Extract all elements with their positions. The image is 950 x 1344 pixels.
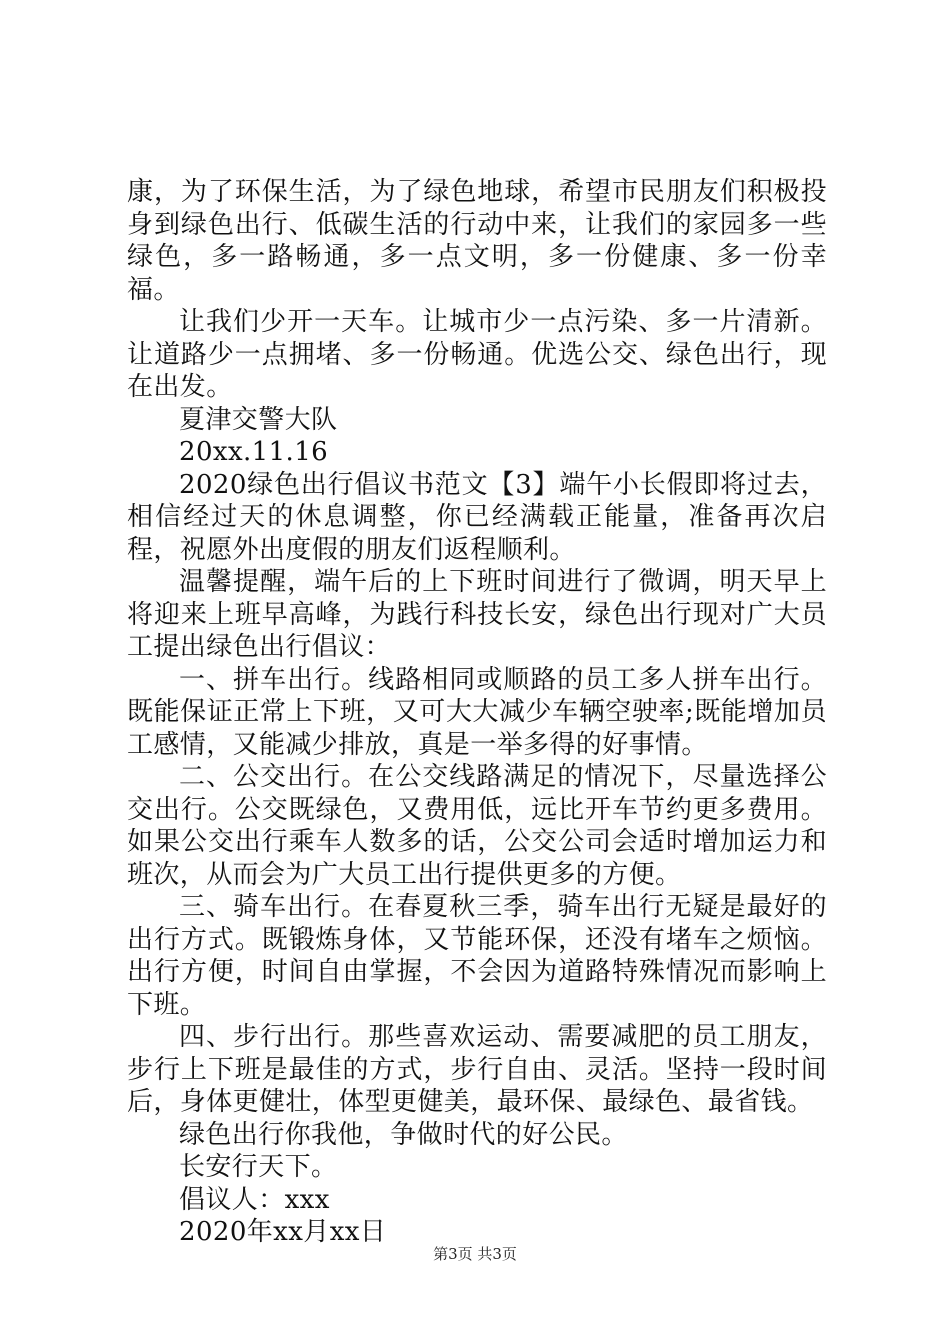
paragraph-motto: 长安行天下。 xyxy=(179,1152,338,1182)
date-line: 2020年xx月xx日 xyxy=(179,1217,387,1247)
paragraph-carpool: 一、拼车出行。线路相同或顺路的员工多人拼车出行。既能保证正常上下班，又可大大减少车辆空驶率;既能增加员工感情，又能减少排放，真是一举多得的好事情。 xyxy=(127,664,827,760)
paragraph-bus: 二、公交出行。在公交线路满足的情况下，尽量选择公交出行。公交既绿色，又费用低，远比开车节约更多费用。如果公交出行乘车人数多的话，公交公司会适时增加运力和班次，从而会为广大员工出行提供更多的方便。 xyxy=(127,762,827,890)
signature-date: 20xx.11.16 xyxy=(179,437,329,467)
paragraph-walking: 四、步行出行。那些喜欢运动、需要减肥的员工朋友，步行上下班是最佳的方式，步行自由、灵活。坚持一段时间后，身体更健壮，体型更健美，最环保、最绿色、最省钱。 xyxy=(127,1022,827,1117)
paragraph-reminder: 温馨提醒，端午后的上下班时间进行了微调，明天早上将迎来上班早高峰，为践行科技长安，绿色出行现对广大员工提出绿色出行倡议： xyxy=(127,567,827,662)
paragraph-article-3-intro: 2020绿色出行倡议书范文【3】端午小长假即将过去，相信经过天的休息调整，你已经满载正能量，准备再次启程，祝愿外出度假的朋友们返程顺利。 xyxy=(127,469,827,565)
signature-organization: 夏津交警大队 xyxy=(179,404,338,435)
proposer-line: 倡议人：xxx xyxy=(179,1184,330,1215)
document-body xyxy=(127,176,827,1249)
paragraph-2: 让我们少开一天车。让城市少一点污染、多一片清新。让道路少一点拥堵、多一份畅通。优选公交、绿色出行，现在出发。 xyxy=(127,307,827,402)
paragraph-cycling: 三、骑车出行。在春夏秋三季，骑车出行无疑是最好的出行方式。既锻炼身体，又节能环保，还没有堵车之烦恼。出行方便，时间自由掌握，不会因为道路特殊情况而影响上下班。 xyxy=(127,892,827,1020)
paragraph-slogan: 绿色出行你我他，争做时代的好公民。 xyxy=(179,1119,628,1150)
page-number-footer: 第3页 共3页 xyxy=(433,1245,517,1263)
paragraph-1: 康，为了环保生活，为了绿色地球，希望市民朋友们积极投身到绿色出行、低碳生活的行动中来，让我们的家园多一些绿色，多一路畅通，多一点文明，多一份健康、多一份幸福。 xyxy=(127,177,827,305)
